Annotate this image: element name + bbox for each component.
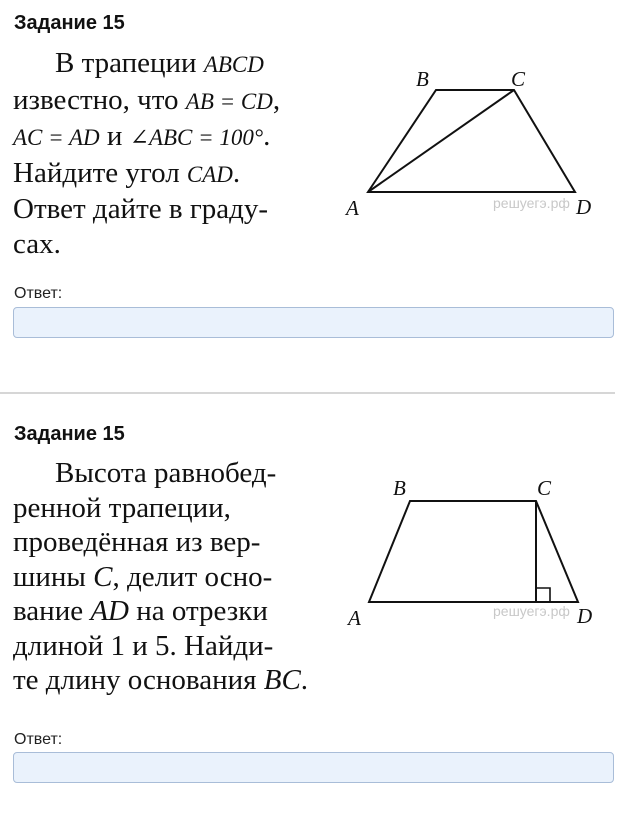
- problem-line: сах.: [13, 227, 61, 260]
- vertex-label-b: B: [393, 476, 406, 500]
- trapezoid-diagram: [340, 60, 600, 230]
- problem-line: Ответ дайте в граду-: [13, 193, 268, 225]
- problem-line: длиной 1 и 5. Найди-: [13, 629, 274, 662]
- watermark-text: решуегэ.рф: [493, 603, 570, 619]
- problem-text: [13, 456, 308, 698]
- vertex-label-a: A: [346, 196, 359, 220]
- problem-line: Высота равнобед-: [55, 457, 277, 489]
- problem-line: ренной трапеции,: [13, 491, 231, 524]
- answer-label: Ответ:: [14, 731, 63, 748]
- problem-line: Найдите угол CAD.: [13, 156, 241, 189]
- vertex-label-d: D: [576, 195, 592, 219]
- problem-line: шины C, делит осно-: [13, 560, 273, 593]
- math-variable: AD: [90, 595, 130, 627]
- problem-line: проведённая из вер-: [13, 526, 261, 558]
- math-expression: ABCD: [203, 52, 264, 77]
- task-heading: Задание 15: [14, 423, 125, 445]
- task-card-2: [0, 398, 631, 813]
- task-card-1: [0, 0, 631, 392]
- diagonal-ac: [368, 90, 514, 192]
- math-expression: AC = AD: [13, 125, 100, 150]
- vertex-label-c: C: [511, 67, 526, 91]
- trapezoid-outline: [369, 501, 578, 602]
- math-variable: C: [93, 560, 113, 593]
- vertex-label-a: A: [348, 606, 361, 630]
- math-expression: AB = CD: [185, 88, 273, 114]
- trapezoid-outline: [368, 90, 575, 192]
- math-variable: BC: [263, 664, 301, 696]
- watermark-text: решуегэ.рф: [493, 195, 570, 211]
- trapezoid-height-diagram: [340, 473, 605, 633]
- task-heading: Задание 15: [14, 12, 125, 34]
- math-expression: CAD: [186, 161, 233, 187]
- problem-line: вание AD на отрезки: [13, 595, 268, 627]
- vertex-label-c: C: [537, 476, 552, 500]
- right-angle-marker: [536, 588, 550, 602]
- vertex-label-d: D: [577, 604, 593, 628]
- problem-line: известно, что AB = CD,: [13, 83, 281, 116]
- math-expression: ∠ABC = 100°: [129, 125, 264, 150]
- answer-label: Ответ:: [14, 285, 63, 302]
- section-divider: [0, 392, 615, 394]
- vertex-label-b: B: [416, 67, 429, 91]
- problem-text: [13, 46, 280, 261]
- problem-line: те длину основания BC.: [13, 664, 309, 696]
- answer-input[interactable]: [13, 307, 614, 338]
- answer-input[interactable]: [13, 752, 614, 783]
- problem-line: AC = AD и ∠ABC = 100°.: [13, 120, 271, 152]
- problem-line: В трапеции ABCD: [55, 47, 264, 79]
